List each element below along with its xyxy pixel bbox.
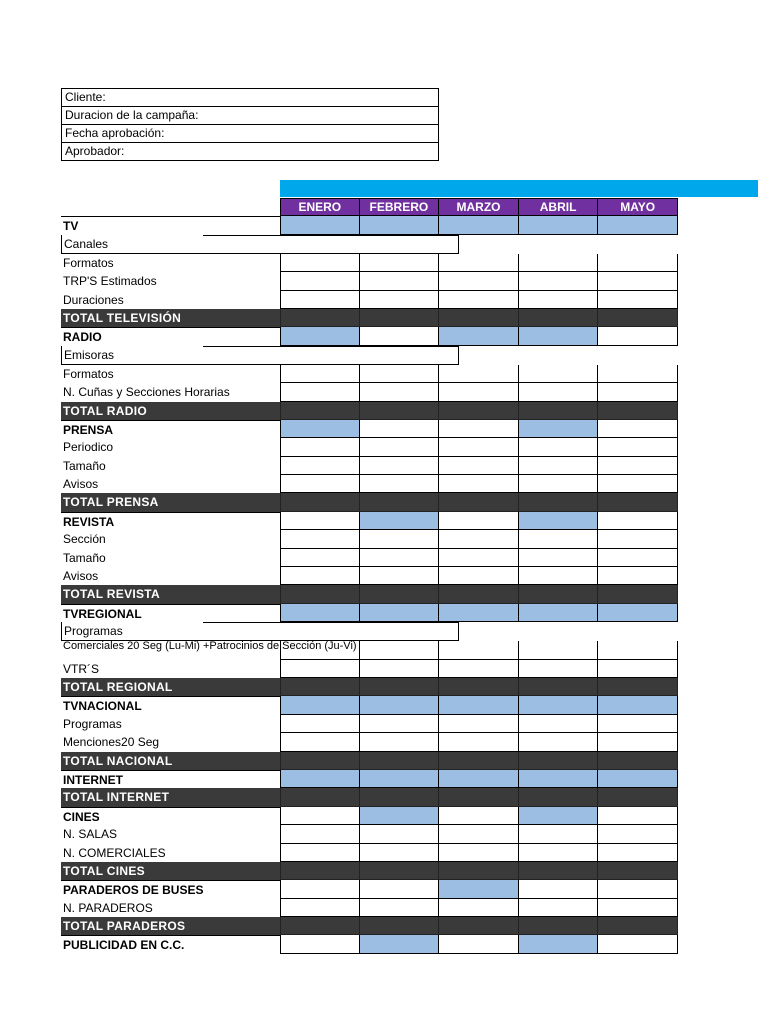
table-row — [61, 457, 678, 475]
table-row — [61, 549, 678, 567]
cell-febrero[interactable] — [360, 309, 440, 327]
cell-febrero[interactable] — [360, 365, 440, 383]
cell-marzo[interactable] — [439, 660, 519, 678]
cell-mayo[interactable] — [598, 420, 678, 438]
cell-mayo[interactable] — [598, 365, 678, 383]
cell-febrero[interactable] — [360, 844, 440, 862]
cell-enero[interactable] — [280, 585, 360, 603]
cell-abril[interactable] — [519, 899, 599, 917]
cell-febrero[interactable] — [360, 383, 440, 401]
cell-abril[interactable] — [519, 825, 599, 843]
cell-mayo[interactable] — [598, 862, 678, 880]
media-plan-sheet — [61, 198, 678, 954]
row-label: Emisoras — [64, 347, 115, 362]
row-label: TOTAL TELEVISIÓN — [63, 310, 182, 325]
cell-febrero[interactable] — [360, 733, 440, 751]
merged-cell[interactable] — [203, 346, 458, 347]
cell-marzo[interactable] — [439, 493, 519, 511]
cell-enero[interactable] — [280, 383, 360, 401]
cell-febrero[interactable] — [360, 935, 440, 953]
cell-abril[interactable] — [519, 567, 599, 585]
cell-marzo[interactable] — [439, 935, 519, 953]
cell-marzo[interactable] — [439, 825, 519, 843]
cell-enero[interactable] — [280, 567, 360, 585]
merged-cell[interactable] — [203, 622, 458, 623]
cell-marzo[interactable] — [439, 715, 519, 733]
row-label: N. SALAS — [63, 827, 118, 842]
cell-abril[interactable] — [519, 383, 599, 401]
table-row — [61, 235, 459, 254]
cell-febrero[interactable] — [360, 402, 440, 420]
cell-mayo[interactable] — [598, 917, 678, 935]
cell-marzo[interactable] — [439, 309, 519, 327]
cell-mayo[interactable] — [598, 899, 678, 917]
cell-mayo[interactable] — [598, 567, 678, 585]
cell-enero[interactable] — [280, 788, 360, 806]
cell-marzo[interactable] — [439, 438, 519, 456]
cell-abril[interactable] — [519, 549, 599, 567]
row-label: TOTAL NACIONAL — [63, 753, 173, 768]
cell-abril[interactable] — [519, 844, 599, 862]
cell-febrero[interactable] — [360, 678, 440, 696]
row-label: Tamaño — [63, 550, 106, 565]
cell-abril[interactable] — [519, 365, 599, 383]
row-label: TOTAL REGIONAL — [63, 679, 173, 694]
cell-mayo[interactable] — [598, 327, 678, 345]
table-row — [61, 291, 678, 309]
cell-enero[interactable] — [280, 327, 360, 345]
month-header-row — [61, 198, 678, 216]
month-header-febrero: FEBRERO — [360, 198, 440, 216]
cell-enero[interactable] — [280, 493, 360, 511]
info-duration[interactable]: Duracion de la campaña: — [62, 107, 439, 125]
cell-febrero[interactable] — [360, 493, 440, 511]
cell-marzo[interactable] — [439, 549, 519, 567]
cell-abril[interactable] — [519, 309, 599, 327]
table-row — [61, 530, 678, 548]
cell-abril[interactable] — [519, 715, 599, 733]
cell-febrero[interactable] — [360, 549, 440, 567]
row-label: PRENSA — [61, 420, 280, 438]
cell-abril[interactable] — [519, 254, 599, 272]
cell-enero[interactable] — [280, 752, 360, 770]
cell-febrero[interactable] — [360, 641, 440, 659]
cell-marzo[interactable] — [439, 862, 519, 880]
cell-abril[interactable] — [519, 402, 599, 420]
total-row — [61, 402, 678, 420]
cell-marzo[interactable] — [439, 512, 519, 530]
cell-mayo[interactable] — [598, 309, 678, 327]
cell-marzo[interactable] — [439, 383, 519, 401]
cell-enero[interactable] — [280, 254, 360, 272]
cell-enero[interactable] — [280, 475, 360, 493]
row-label: Tamaño — [63, 458, 106, 473]
cell-abril[interactable] — [519, 752, 599, 770]
cell-marzo[interactable] — [439, 530, 519, 548]
row-label: INTERNET — [61, 770, 280, 788]
total-row — [61, 917, 678, 935]
cell-enero[interactable] — [280, 844, 360, 862]
cell-mayo[interactable] — [598, 438, 678, 456]
cell-enero[interactable] — [280, 880, 360, 898]
cell-febrero[interactable] — [360, 899, 440, 917]
section-row — [61, 512, 678, 530]
cell-febrero[interactable] — [360, 272, 440, 290]
section-row — [61, 807, 678, 825]
row-label: CINES — [61, 807, 280, 825]
row-label: Avisos — [63, 477, 99, 492]
cell-febrero[interactable] — [360, 512, 440, 530]
info-client[interactable]: Cliente: — [62, 89, 439, 107]
cell-enero[interactable] — [280, 935, 360, 953]
cell-febrero[interactable] — [360, 825, 440, 843]
table-row — [61, 438, 678, 456]
section-row — [61, 935, 678, 953]
cell-mayo[interactable] — [598, 641, 678, 659]
cell-abril[interactable] — [519, 807, 599, 825]
cell-marzo[interactable] — [439, 254, 519, 272]
cell-marzo[interactable] — [439, 604, 519, 622]
cell-abril[interactable] — [519, 327, 599, 345]
cell-marzo[interactable] — [439, 844, 519, 862]
cell-mayo[interactable] — [598, 844, 678, 862]
row-label: Avisos — [63, 569, 99, 584]
cell-mayo[interactable] — [598, 733, 678, 751]
cell-febrero[interactable] — [360, 604, 440, 622]
row-label: Comerciales 20 Seg (Lu-Mi) +Patrocinios de Sección (Ju-Vi) — [63, 640, 357, 653]
cell-enero[interactable] — [280, 216, 360, 234]
cell-marzo[interactable] — [439, 696, 519, 714]
cell-marzo[interactable] — [439, 327, 519, 345]
row-label: TOTAL PARADEROS — [63, 919, 186, 934]
row-label: TVREGIONAL — [61, 604, 280, 622]
row-label: Duraciones — [63, 292, 124, 307]
cell-enero[interactable] — [280, 825, 360, 843]
cell-enero[interactable] — [280, 807, 360, 825]
cell-febrero[interactable] — [360, 752, 440, 770]
row-label: Programas — [64, 624, 123, 639]
cell-mayo[interactable] — [598, 493, 678, 511]
cell-mayo[interactable] — [598, 291, 678, 309]
table-row — [61, 733, 678, 751]
cell-enero[interactable] — [280, 291, 360, 309]
header-band — [280, 180, 758, 197]
cell-mayo[interactable] — [598, 457, 678, 475]
cell-marzo[interactable] — [439, 420, 519, 438]
cell-abril[interactable] — [519, 457, 599, 475]
cell-enero[interactable] — [280, 457, 360, 475]
row-label: Formatos — [63, 366, 114, 381]
cell-mayo[interactable] — [598, 512, 678, 530]
cell-abril[interactable] — [519, 935, 599, 953]
row-label: N. COMERCIALES — [63, 845, 166, 860]
total-row — [61, 788, 678, 806]
cell-mayo[interactable] — [598, 585, 678, 603]
cell-febrero[interactable] — [360, 917, 440, 935]
cell-abril[interactable] — [519, 585, 599, 603]
cell-febrero[interactable] — [360, 438, 440, 456]
row-label: TRP'S Estimados — [63, 274, 157, 289]
cell-marzo[interactable] — [439, 807, 519, 825]
cell-enero[interactable] — [280, 696, 360, 714]
cell-mayo[interactable] — [598, 402, 678, 420]
cell-mayo[interactable] — [598, 272, 678, 290]
table-row — [61, 622, 459, 641]
row-label: TOTAL CINES — [63, 863, 145, 878]
cell-enero[interactable] — [280, 309, 360, 327]
cell-febrero[interactable] — [360, 420, 440, 438]
section-row — [61, 770, 678, 788]
cell-abril[interactable] — [519, 530, 599, 548]
cell-marzo[interactable] — [439, 475, 519, 493]
row-label: PUBLICIDAD EN C.C. — [61, 935, 280, 953]
row-label: TOTAL REVISTA — [63, 587, 161, 602]
table-row — [61, 844, 678, 862]
section-row — [61, 880, 678, 898]
cell-abril[interactable] — [519, 770, 599, 788]
cell-abril[interactable] — [519, 678, 599, 696]
cell-enero[interactable] — [280, 733, 360, 751]
cell-abril[interactable] — [519, 862, 599, 880]
row-label: TOTAL INTERNET — [63, 790, 170, 805]
cell-enero[interactable] — [280, 641, 360, 659]
cell-marzo[interactable] — [439, 899, 519, 917]
cell-febrero[interactable] — [360, 475, 440, 493]
cell-mayo[interactable] — [598, 788, 678, 806]
row-label: Canales — [64, 236, 109, 251]
table-row — [61, 660, 678, 678]
table-row — [61, 475, 678, 493]
cell-marzo[interactable] — [439, 641, 519, 659]
month-header-abril: ABRIL — [519, 198, 599, 216]
cell-enero[interactable] — [280, 438, 360, 456]
header-label-spacer — [61, 198, 280, 216]
cell-febrero[interactable] — [360, 696, 440, 714]
cell-marzo[interactable] — [439, 788, 519, 806]
cell-febrero[interactable] — [360, 585, 440, 603]
row-label: TV — [61, 216, 280, 234]
total-row — [61, 585, 678, 603]
cell-mayo[interactable] — [598, 475, 678, 493]
cell-mayo[interactable] — [598, 254, 678, 272]
cell-enero[interactable] — [280, 530, 360, 548]
table-row — [61, 567, 678, 585]
cell-enero[interactable] — [280, 420, 360, 438]
cell-abril[interactable] — [519, 733, 599, 751]
cell-marzo[interactable] — [439, 567, 519, 585]
cell-abril[interactable] — [519, 493, 599, 511]
section-row — [61, 420, 678, 438]
month-header-enero: ENERO — [280, 198, 360, 216]
total-row — [61, 678, 678, 696]
cell-abril[interactable] — [519, 641, 599, 659]
cell-febrero[interactable] — [360, 567, 440, 585]
cell-enero[interactable] — [280, 272, 360, 290]
cell-abril[interactable] — [519, 880, 599, 898]
row-label: VTR´S — [63, 661, 99, 676]
cell-mayo[interactable] — [598, 604, 678, 622]
info-approval-date[interactable]: Fecha aprobación: — [62, 125, 439, 143]
table-row — [61, 641, 678, 659]
cell-enero[interactable] — [280, 549, 360, 567]
cell-febrero[interactable] — [360, 291, 440, 309]
cell-febrero[interactable] — [360, 457, 440, 475]
cell-abril[interactable] — [519, 512, 599, 530]
cell-febrero[interactable] — [360, 327, 440, 345]
cell-abril[interactable] — [519, 216, 599, 234]
total-row — [61, 493, 678, 511]
row-label: Sección — [63, 532, 106, 547]
cell-abril[interactable] — [519, 475, 599, 493]
row-label: PARADEROS DE BUSES — [61, 880, 280, 898]
cell-marzo[interactable] — [439, 216, 519, 234]
table-row — [61, 383, 678, 401]
cell-abril[interactable] — [519, 788, 599, 806]
cell-febrero[interactable] — [360, 660, 440, 678]
month-header-marzo: MARZO — [439, 198, 519, 216]
cell-marzo[interactable] — [439, 291, 519, 309]
cell-mayo[interactable] — [598, 752, 678, 770]
cell-mayo[interactable] — [598, 549, 678, 567]
row-label: RADIO — [61, 327, 280, 345]
info-approver[interactable]: Aprobador: — [62, 143, 439, 161]
cell-enero[interactable] — [280, 365, 360, 383]
cell-enero[interactable] — [280, 862, 360, 880]
cell-febrero[interactable] — [360, 715, 440, 733]
cell-abril[interactable] — [519, 917, 599, 935]
cell-febrero[interactable] — [360, 254, 440, 272]
table-row — [61, 365, 678, 383]
total-row — [61, 309, 678, 327]
cell-febrero[interactable] — [360, 807, 440, 825]
row-label: REVISTA — [61, 512, 280, 530]
cell-marzo[interactable] — [439, 733, 519, 751]
cell-marzo[interactable] — [439, 585, 519, 603]
cell-marzo[interactable] — [439, 402, 519, 420]
total-row — [61, 862, 678, 880]
cell-enero[interactable] — [280, 899, 360, 917]
cell-abril[interactable] — [519, 696, 599, 714]
cell-enero[interactable] — [280, 770, 360, 788]
cell-abril[interactable] — [519, 660, 599, 678]
cell-febrero[interactable] — [360, 216, 440, 234]
cell-enero[interactable] — [280, 678, 360, 696]
cell-marzo[interactable] — [439, 880, 519, 898]
cell-marzo[interactable] — [439, 365, 519, 383]
row-label: TOTAL RADIO — [63, 403, 147, 418]
row-label: TOTAL PRENSA — [63, 495, 159, 510]
row-label: N. PARADEROS — [63, 900, 153, 915]
cell-abril[interactable] — [519, 420, 599, 438]
cell-enero[interactable] — [280, 917, 360, 935]
campaign-info-table — [61, 88, 439, 161]
cell-mayo[interactable] — [598, 660, 678, 678]
table-row — [61, 254, 678, 272]
cell-mayo[interactable] — [598, 715, 678, 733]
cell-mayo[interactable] — [598, 530, 678, 548]
row-label: TVNACIONAL — [61, 696, 280, 714]
cell-enero[interactable] — [280, 512, 360, 530]
section-row — [61, 216, 678, 234]
cell-marzo[interactable] — [439, 678, 519, 696]
month-header-mayo: MAYO — [598, 198, 678, 216]
section-row — [61, 696, 678, 714]
cell-abril[interactable] — [519, 291, 599, 309]
cell-febrero[interactable] — [360, 770, 440, 788]
row-label: N. Cuñas y Secciones Horarias — [63, 385, 230, 400]
cell-mayo[interactable] — [598, 696, 678, 714]
cell-marzo[interactable] — [439, 752, 519, 770]
cell-mayo[interactable] — [598, 935, 678, 953]
cell-enero[interactable] — [280, 715, 360, 733]
cell-marzo[interactable] — [439, 770, 519, 788]
cell-marzo[interactable] — [439, 272, 519, 290]
cell-mayo[interactable] — [598, 825, 678, 843]
cell-mayo[interactable] — [598, 216, 678, 234]
cell-febrero[interactable] — [360, 862, 440, 880]
row-label: Programas — [63, 716, 122, 731]
cell-abril[interactable] — [519, 604, 599, 622]
cell-febrero[interactable] — [360, 530, 440, 548]
cell-abril[interactable] — [519, 272, 599, 290]
cell-enero[interactable] — [280, 660, 360, 678]
cell-marzo[interactable] — [439, 917, 519, 935]
total-row — [61, 752, 678, 770]
section-row — [61, 604, 678, 622]
cell-mayo[interactable] — [598, 770, 678, 788]
table-row — [61, 346, 459, 365]
cell-febrero[interactable] — [360, 880, 440, 898]
cell-febrero[interactable] — [360, 788, 440, 806]
cell-mayo[interactable] — [598, 880, 678, 898]
cell-abril[interactable] — [519, 438, 599, 456]
section-row — [61, 327, 678, 345]
cell-marzo[interactable] — [439, 457, 519, 475]
cell-enero[interactable] — [280, 402, 360, 420]
cell-mayo[interactable] — [598, 678, 678, 696]
cell-enero[interactable] — [280, 604, 360, 622]
table-row — [61, 899, 678, 917]
cell-mayo[interactable] — [598, 807, 678, 825]
merged-cell[interactable] — [203, 235, 458, 236]
row-label: Menciones20 Seg — [63, 735, 160, 750]
table-row — [61, 825, 678, 843]
table-row — [61, 715, 678, 733]
table-row — [61, 272, 678, 290]
cell-mayo[interactable] — [598, 383, 678, 401]
row-label: Formatos — [63, 255, 114, 270]
row-label: Periodico — [63, 440, 114, 455]
